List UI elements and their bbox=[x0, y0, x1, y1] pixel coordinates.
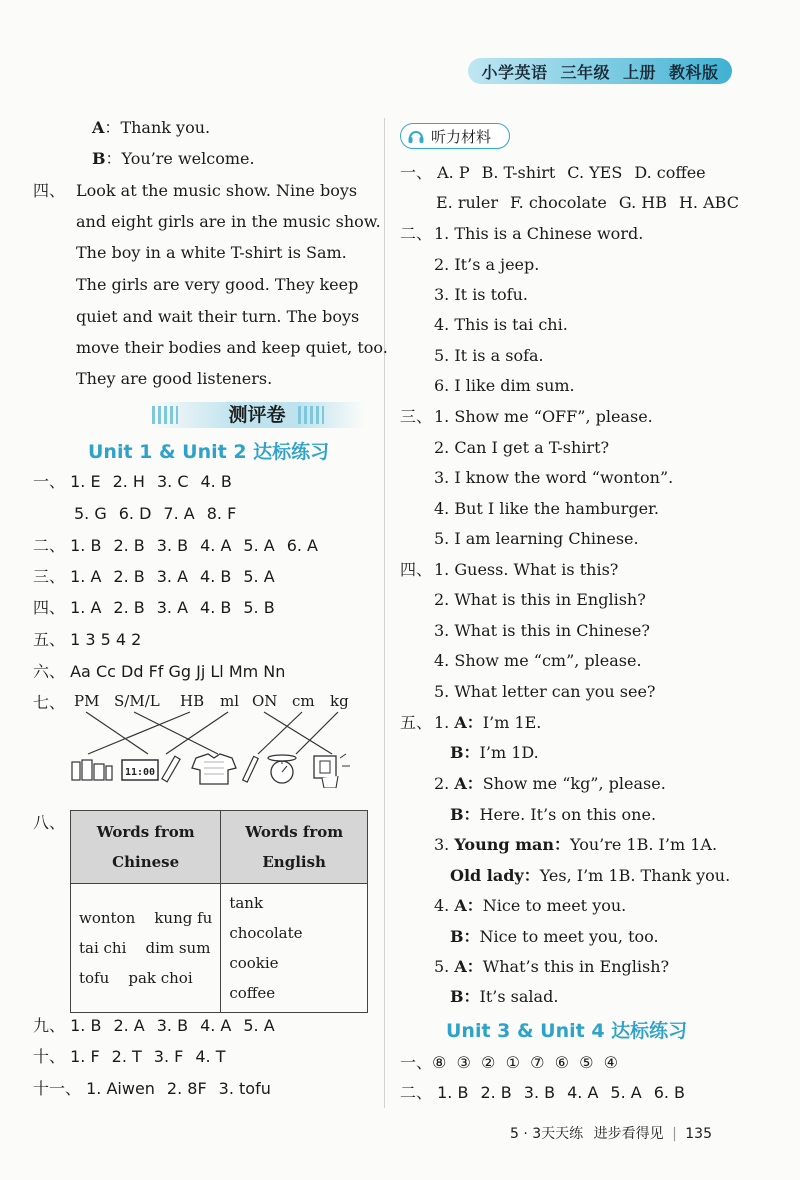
match-label: PM bbox=[74, 692, 100, 710]
listening-line: 4. This is tai chi. bbox=[434, 315, 568, 334]
table-header-chinese: Words from Chinese bbox=[71, 811, 221, 884]
tag-label: 听力材料 bbox=[431, 127, 492, 146]
answer-row: 二、 1. B 2. B 3. B 4. A 5. A 6. A bbox=[33, 536, 318, 555]
answer-row: 十、 1. F 2. T 3. F 4. T bbox=[33, 1047, 226, 1066]
listening-line: 5. It is a sofa. bbox=[434, 346, 544, 365]
header-term: 上册 bbox=[623, 62, 657, 82]
dialog-line: Old lady：Yes, I’m 1B. Thank you. bbox=[450, 866, 731, 885]
match-label: ml bbox=[220, 692, 240, 710]
answer-row: 一、 1. E 2. H 3. C 4. B bbox=[33, 472, 232, 491]
dialog-line: 1. A：I’m 1E. bbox=[434, 713, 542, 732]
match-label: ON bbox=[252, 692, 278, 710]
answer-row: 十一、 1. Aiwen 2. 8F 3. tofu bbox=[33, 1079, 271, 1098]
listening-line: 2. Can I get a T-shirt? bbox=[434, 438, 610, 457]
dialog-line: B：Here. It’s on this one. bbox=[450, 805, 657, 824]
listening-row: E. ruler F. chocolate G. HB H. ABC bbox=[436, 193, 739, 212]
page-number: 135 bbox=[685, 1126, 712, 1142]
header-tab bbox=[468, 58, 732, 84]
header-grade: 三年级 bbox=[560, 62, 610, 82]
listening-line: 1. This is a Chinese word. bbox=[434, 224, 644, 243]
table-cell-english: tank chocolate cookie coffee bbox=[221, 884, 368, 1013]
dialog-line: 2. A：Show me “kg”, please. bbox=[434, 774, 666, 793]
answer-row: 5. G 6. D 7. A 8. F bbox=[74, 504, 237, 523]
dialog-line: 4. A：Nice to meet you. bbox=[434, 896, 627, 915]
listening-line: 4. Show me “cm”, please. bbox=[434, 651, 642, 670]
header-edition: 教科版 bbox=[669, 62, 719, 82]
listening-material-tag bbox=[400, 123, 510, 149]
listening-line: 5. I am learning Chinese. bbox=[434, 529, 639, 548]
listening-line: 6. I like dim sum. bbox=[434, 376, 575, 395]
header-subject: 小学英语 bbox=[481, 62, 548, 82]
column-divider bbox=[384, 118, 385, 1108]
answer-row: 九、 1. B 2. A 3. B 4. A 5. A bbox=[33, 1016, 275, 1035]
section-number: 四、 bbox=[400, 560, 433, 579]
answer-row: 五、 1 3 5 4 2 bbox=[33, 630, 142, 649]
match-label: cm bbox=[292, 692, 315, 710]
dialog-line: B：It’s salad. bbox=[450, 987, 559, 1006]
section-number: 四、 bbox=[33, 181, 66, 200]
match-label: HB bbox=[180, 692, 205, 710]
listening-line: 3. It is tofu. bbox=[434, 285, 528, 304]
footer-slogan: 进步看得见 bbox=[593, 1126, 664, 1142]
match-label: kg bbox=[330, 692, 349, 710]
answer-row: 二、 1. B 2. B 3. B 4. A 5. A 6. B bbox=[400, 1083, 686, 1102]
table-header-english: Words from English bbox=[221, 811, 368, 884]
clock-readout: 11:00 bbox=[124, 767, 156, 778]
unit-title: Unit 1 & Unit 2 达标练习 bbox=[88, 441, 330, 463]
paragraph-line: and eight girls are in the music show. bbox=[76, 212, 381, 231]
listening-line: 2. It’s a jeep. bbox=[434, 255, 540, 274]
paragraph-line: The girls are very good. They keep bbox=[76, 275, 359, 294]
listening-line: 5. What letter can you see? bbox=[434, 682, 656, 701]
paragraph-line: The boy in a white T-shirt is Sam. bbox=[76, 243, 347, 262]
answer-row: 一、⑧ ③ ② ① ⑦ ⑥ ⑤ ④ bbox=[400, 1053, 618, 1072]
dialog-line: B：I’m 1D. bbox=[450, 743, 539, 762]
paragraph-line: move their bodies and keep quiet, too. bbox=[76, 338, 388, 357]
dialog-line: B：Nice to meet you, too. bbox=[450, 927, 659, 946]
footer-brand: 5 · 3天天练 bbox=[510, 1126, 584, 1142]
dialog-line: 3. Young man：You’re 1B. I’m 1A. bbox=[434, 835, 718, 854]
listening-line: 3. I know the word “wonton”. bbox=[434, 468, 674, 487]
dialog-line-b: B：You’re welcome. bbox=[92, 149, 255, 168]
table-cell-chinese: wonton kung fu tai chi dim sum tofu pak choi bbox=[71, 884, 221, 1013]
banner-title: 测评卷 bbox=[228, 404, 286, 426]
listening-row: 一、 A. P B. T-shirt C. YES D. coffee bbox=[400, 163, 706, 182]
matching-exercise bbox=[68, 692, 368, 788]
paragraph-line: Look at the music show. Nine boys bbox=[76, 181, 358, 200]
dialog-line-a: A：Thank you. bbox=[92, 118, 211, 137]
section-number: 七、 bbox=[33, 693, 66, 712]
listening-line: 2. What is this in English? bbox=[434, 590, 646, 609]
listening-line: 3. What is this in Chinese? bbox=[434, 621, 650, 640]
listening-line: 4. But I like the hamburger. bbox=[434, 499, 660, 518]
listening-line: 1. Show me “OFF”, please. bbox=[434, 407, 653, 426]
words-table bbox=[70, 810, 368, 1013]
answer-row: 六、 Aa Cc Dd Ff Gg Jj Ll Mm Nn bbox=[33, 662, 286, 681]
paragraph-line: quiet and wait their turn. The boys bbox=[76, 307, 360, 326]
paragraph-line: They are good listeners. bbox=[76, 369, 273, 388]
answer-row: 四、 1. A 2. B 3. A 4. B 5. B bbox=[33, 598, 275, 617]
section-number: 三、 bbox=[400, 407, 433, 426]
section-number: 八、 bbox=[33, 813, 66, 832]
page-footer: 5 · 3天天练 进步看得见 | 135 bbox=[510, 1126, 712, 1142]
matching-lines-illustration bbox=[68, 692, 368, 788]
headphones-icon bbox=[407, 128, 425, 144]
match-label: S/M/L bbox=[114, 692, 160, 710]
dialog-line: 5. A：What’s this in English? bbox=[434, 957, 670, 976]
listening-line: 1. Guess. What is this? bbox=[434, 560, 619, 579]
answer-row: 三、 1. A 2. B 3. A 4. B 5. A bbox=[33, 567, 275, 586]
section-number: 二、 bbox=[400, 224, 433, 243]
unit-title: Unit 3 & Unit 4 达标练习 bbox=[446, 1020, 688, 1042]
section-number: 五、 bbox=[400, 713, 433, 732]
test-banner bbox=[150, 402, 364, 428]
